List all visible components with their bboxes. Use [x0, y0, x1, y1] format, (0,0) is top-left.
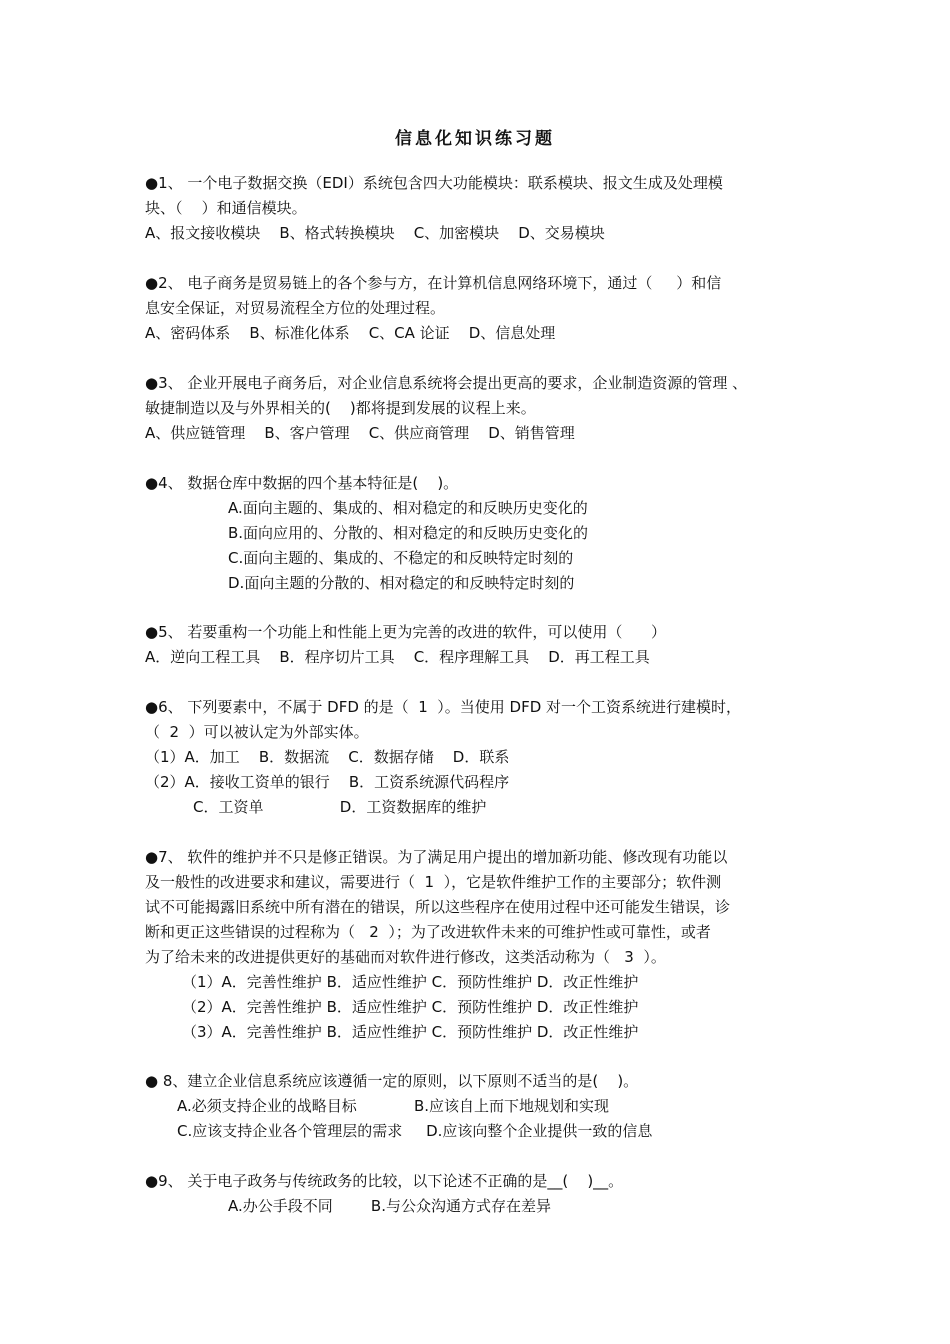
- text-line: （2）A．接收工资单的银行 B．工资系统源代码程序: [145, 773, 510, 791]
- text-line: B.面向应用的、分散的、相对稳定的和反映历史变化的: [228, 524, 589, 542]
- text-line: （ 2 ）可以被认定为外部实体。: [145, 723, 369, 741]
- text-line: A、供应链管理 B、客户管理 C、供应商管理 D、销售管理: [145, 424, 575, 442]
- text-line: ●4、 数据仓库中数据的四个基本特征是( )。: [145, 474, 459, 492]
- text-line: （3）A．完善性维护 B．适应性维护 C．预防性维护 D．改正性维护: [182, 1023, 639, 1041]
- text-line: ●3、 企业开展电子商务后，对企业信息系统将会提出更高的要求，企业制造资源的管理 、: [145, 374, 748, 392]
- text-line: 及一般性的改进要求和建议，需要进行（ 1 ），它是软件维护工作的主要部分；软件测: [145, 873, 722, 891]
- text-line: 块、（ ）和通信模块。: [145, 199, 307, 217]
- text-line: （2）A．完善性维护 B．适应性维护 C．预防性维护 D．改正性维护: [182, 998, 639, 1016]
- text-line: 息安全保证，对贸易流程全方位的处理过程。: [145, 299, 446, 317]
- text-line: 为了给未来的改进提供更好的基础而对软件进行修改，这类活动称为（ 3 ）。: [145, 948, 666, 966]
- text-line: A.面向主题的、集成的、相对稳定的和反映历史变化的: [228, 499, 588, 517]
- text-line: ●2、 电子商务是贸易链上的各个参与方，在计算机信息网络环境下，通过（ ）和信: [145, 274, 722, 292]
- text-line: A、报文接收模块 B、格式转换模块 C、加密模块 D、交易模块: [145, 224, 605, 242]
- text-line: 敏捷制造以及与外界相关的( )都将提到发展的议程上来。: [145, 399, 536, 417]
- text-line: 试不可能揭露旧系统中所有潜在的错误，所以这些程序在使用过程中还可能发生错误，诊: [145, 898, 731, 916]
- text-line: （1）A．加工 B．数据流 C．数据存储 D．联系: [145, 748, 510, 766]
- text-line: A、密码体系 B、标准化体系 C、CA 论证 D、信息处理: [145, 324, 556, 342]
- text-line: A.办公手段不同 B.与公众沟通方式存在差异: [228, 1197, 551, 1215]
- text-line: C．工资单 D．工资数据库的维护: [193, 798, 487, 816]
- text-line: ●9、 关于电子政务与传统政务的比较，以下论述不正确的是__( )__。: [145, 1172, 624, 1190]
- text-line: D.面向主题的分散的、相对稳定的和反映特定时刻的: [228, 574, 575, 592]
- text-line: A.必须支持企业的战略目标 B.应该自上而下地规划和实现: [177, 1097, 610, 1115]
- text-line: A．逆向工程工具 B．程序切片工具 C．程序理解工具 D．再工程工具: [145, 648, 650, 666]
- text-line: C.应该支持企业各个管理层的需求 D.应该向整个企业提供一致的信息: [177, 1122, 653, 1140]
- text-line: （1）A．完善性维护 B．适应性维护 C．预防性维护 D．改正性维护: [182, 973, 639, 991]
- text-line: ●1、 一个电子数据交换（EDI）系统包含四大功能模块：联系模块、报文生成及处理模: [145, 174, 723, 192]
- text-line: ●5、 若要重构一个功能上和性能上更为完善的改进的软件，可以使用（ ）: [145, 623, 667, 641]
- text-line: C.面向主题的、集成的、不稳定的和反映特定时刻的: [228, 549, 574, 567]
- text-line: 断和更正这些错误的过程称为（ 2 ）；为了改进软件未来的可维护性或可靠性，或者: [145, 923, 711, 941]
- text-line: ● 8、建立企业信息系统应该遵循一定的原则，以下原则不适当的是( )。: [145, 1072, 639, 1090]
- text-line: ●6、 下列要素中，不属于 DFD 的是（ 1 ）。当使用 DFD 对一个工资系统进行建模时，: [145, 698, 742, 716]
- page-title: 信息化知识练习题: [395, 129, 555, 149]
- text-line: ●7、 软件的维护并不只是修正错误。为了满足用户提出的增加新功能、修改现有功能以: [145, 848, 728, 866]
